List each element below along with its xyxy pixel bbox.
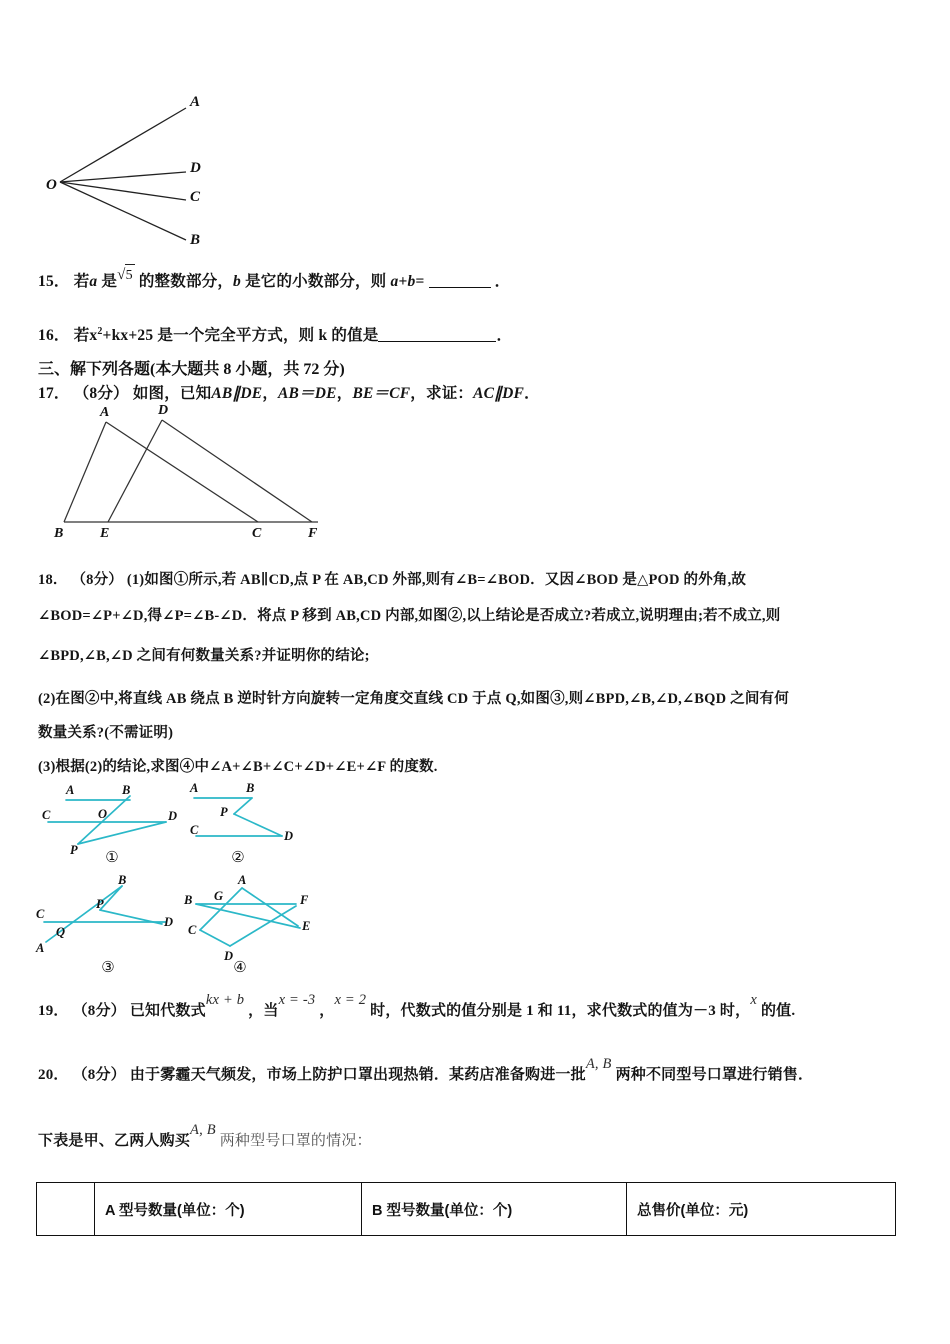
figure-2-caption: ② [231,850,245,866]
q18-text-line1: (1)如图①所示,若 AB∥CD,点 P 在 AB,CD 外部,则有∠B=∠BOD．又因∠BOD 是△POD 的外角,故 [126,572,747,588]
q20-expr-AB: A, B [585,1056,612,1072]
q18-score: （8分） [71,572,123,588]
table-header-total-price: 总售价(单位：元) [627,1183,896,1236]
figure-label-P: P [70,843,78,857]
figure-label-P: P [220,805,228,819]
table-header-b-quantity: B 型号数量(单位：个) [362,1183,627,1236]
figure-label-A: A [190,781,199,795]
question-15 [38,267,511,294]
q17-sep-1: ， [262,385,279,402]
question-18-line-1 [38,570,746,592]
figure-label-D: D [224,949,234,963]
q20-lead-2: 两种型号口罩的情况： [219,1133,372,1149]
figure-1-caption: ① [105,850,119,866]
figure-label-B: B [190,232,201,248]
question-18-line-2: ∠BOD=∠P+∠D,得∠P=∠B-∠D．将点 P 移到 AB,CD 内部,如图②,以上结论是否成立?若成立,说明理由;若不成立,则 [38,608,781,624]
figure-two-triangles-ABC-DEF [50,400,350,545]
q20-number: 20． [38,1067,69,1083]
q19-expr-x-neg3: x = -3 [278,992,316,1008]
q15-answer-blank[interactable] [429,287,491,288]
figure-label-B: B [184,893,193,907]
question-18-line-4: (2)在图②中,将直线 AB 绕点 B 逆时针方向旋转一定角度交直线 CD 于点 Q,如图③,则∠BPD,∠B,∠D,∠BQD 之间有何 [38,691,789,707]
figure-label-C: C [190,189,201,205]
question-20-table-lead [38,1122,372,1153]
figure-1-P-outside [42,782,207,857]
q19-expr-x-2: x = 2 [334,992,367,1008]
q19-number: 19． [38,1003,69,1019]
section-3-heading: 三、解下列各题(本大题共 8 小题，共 72 分) [38,361,345,378]
question-19 [38,992,796,1023]
q15-number: 15． [38,273,70,290]
figure-label-D: D [164,915,174,929]
q16-answer-blank[interactable] [378,341,496,342]
question-18-line-3: ∠BPD,∠B,∠D 之间有何数量关系?并证明你的结论; [38,648,370,664]
figure-label-C: C [36,907,45,921]
q19-expr-x: x [750,992,757,1008]
q17-text-a: 如图，已知 [132,385,212,402]
figure-4-caption: ④ [233,960,247,976]
q18-number: 18． [38,572,68,588]
figure-label-A: A [238,873,247,887]
figure-3-rotated-AB [22,873,187,956]
question-16 [38,324,512,347]
figure-label-B: B [118,873,127,887]
q19-text-4: 时，代数式的值分别是 1 和 11，求代数式的值为－3 时， [370,1003,751,1019]
q16-expr-x: x [89,327,98,345]
q20-lead-expr-AB: A, B [190,1122,216,1138]
figure-label-E: E [100,526,110,541]
q19-text-3: ， [319,1003,335,1019]
q17-sep-3: ，求证： [410,385,474,402]
q17-sep-2: ， [336,385,353,402]
figure-label-A: A [36,941,45,955]
figure-label-C: C [252,526,262,541]
figure-label-O: O [98,807,108,821]
q17-expr-1: AB∥DE [211,385,263,402]
figure-4-star-polygon [170,872,345,962]
figure-angles-from-point-O [38,72,268,257]
figure-label-A: A [190,94,201,110]
q17-end: ． [524,385,540,402]
figure-label-A: A [100,405,110,420]
figure-label-D: D [190,160,201,176]
figure-label-B: B [54,526,64,541]
table-header-a-quantity: A 型号数量(单位：个) [95,1183,362,1236]
q19-text-1: 已知代数式 [129,1003,206,1019]
q20-text-2: 两种不同型号口罩进行销售． [615,1067,814,1083]
figure-label-F: F [308,526,318,541]
q19-text-2: ，当 [248,1003,279,1019]
mask-purchase-table [36,1182,896,1236]
figure-label-C: C [188,923,197,937]
table-cell-corner [37,1183,95,1236]
q16-text-4: ． [496,327,513,345]
figure-label-C: C [42,808,51,822]
q20-score: （8分） [72,1067,126,1083]
q16-text-1: 若 [73,327,90,345]
q17-expr-4: AC∥DF [473,385,525,402]
question-18-line-5: 数量关系?(不需证明) [38,725,174,741]
q17-expr-3: BE＝CF [352,385,411,402]
figure-label-B: B [122,783,131,797]
figure-3-caption: ③ [101,960,115,976]
q15-expr: a+b= [390,273,425,290]
figure-label-D: D [168,809,178,823]
q16-expr-rest: +kx+25 [102,327,154,345]
figure-label-D: D [158,403,169,418]
q15-sqrt: √5 [117,264,135,287]
q16-number: 16． [38,327,70,345]
figure-label-D: D [284,829,294,843]
figure-2-P-inside [190,782,340,854]
q15-text-5: ． [494,273,511,290]
q16-text-3: 的值是 [331,327,379,345]
q15-radicand: 5 [125,264,135,286]
question-18-line-6: (3)根据(2)的结论,求图④中∠A+∠B+∠C+∠D+∠E+∠F 的度数. [38,759,438,775]
figure-label-P: P [96,897,104,911]
figure-label-A: A [66,783,75,797]
q17-number: 17． [38,385,70,402]
q15-var-b: b [233,273,241,290]
table-header-row [37,1183,896,1236]
q17-score: （8分） [73,385,129,402]
figure-label-G: G [214,889,224,903]
figure-label-C: C [190,823,199,837]
q15-text-1: 若 [73,273,90,290]
q16-var-k: k [318,327,328,345]
q15-text-2: 是 [101,273,118,290]
q19-expr-kxb: kx + b [205,992,245,1008]
figure-label-Q: Q [56,925,66,939]
figure-label-O: O [46,177,57,193]
q15-text-4: 是它的小数部分，则 [245,273,387,290]
q19-score: （8分） [72,1003,126,1019]
q16-exponent: 2 [97,326,103,337]
q20-lead-1: 下表是甲、乙两人购买 [38,1133,191,1149]
figure-label-E: E [302,919,311,933]
q19-text-5: 的值. [760,1003,796,1019]
figure-label-F: F [300,893,309,907]
question-20 [38,1056,814,1087]
q20-text-1: 由于雾霾天气频发，市场上防护口罩出现热销．某药店准备购进一批 [129,1067,586,1083]
q15-text-3: 的整数部分， [138,273,234,290]
figure-label-B: B [246,781,255,795]
q16-text-2: 是一个完全平方式，则 [157,327,315,345]
q15-var-a: a [89,273,98,290]
q17-expr-2: AB＝DE [278,385,337,402]
